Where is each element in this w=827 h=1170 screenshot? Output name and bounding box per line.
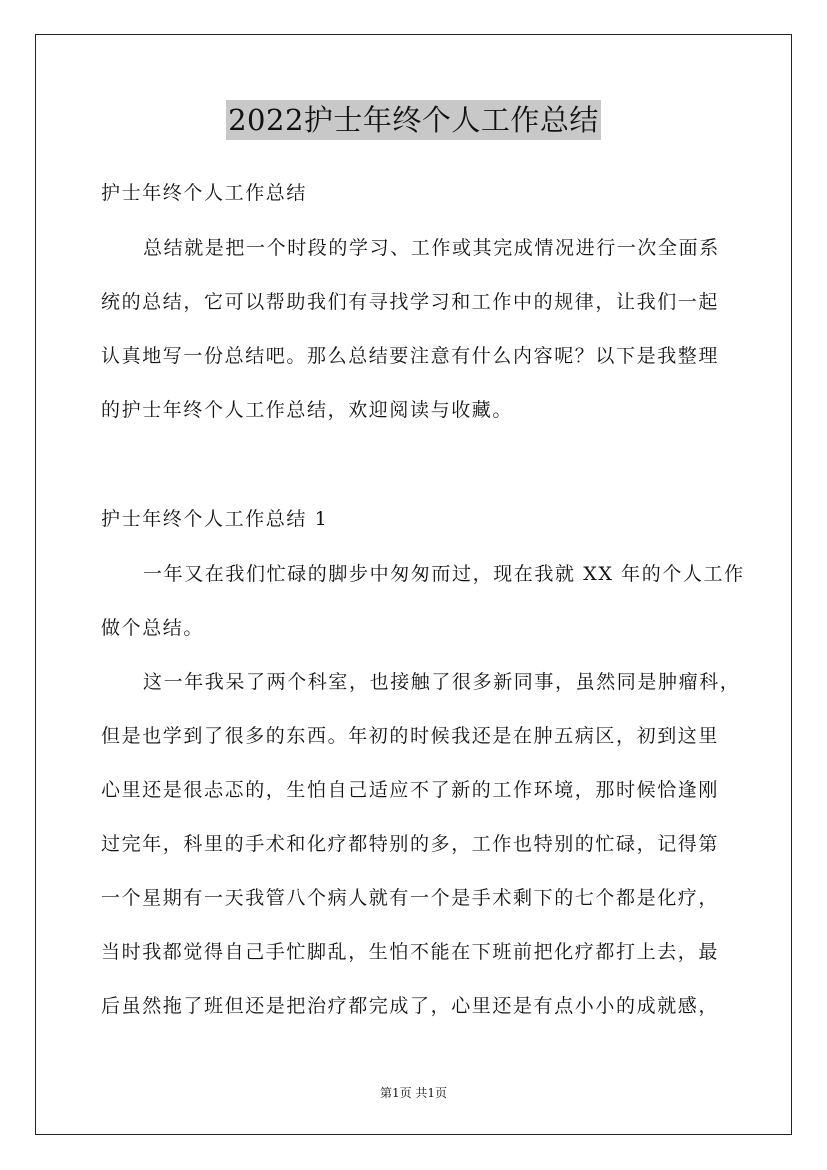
paragraph-line: 总结就是把一个时段的学习、工作或其完成情况进行一次全面系	[143, 237, 720, 259]
page-footer: 第1页 共1页	[379, 1086, 448, 1100]
paragraph-line: 统的总结，它可以帮助我们有寻找学习和工作中的规律，让我们一起	[101, 291, 720, 313]
paragraph-line: 当时我都觉得自己手忙脚乱，生怕不能在下班前把化疗都打上去，最	[101, 941, 720, 963]
paragraph-line: 后虽然拖了班但还是把治疗都完成了，心里还是有点小小的成就感，	[101, 995, 720, 1017]
paragraph-line: 但是也学到了很多的东西。年初的时候我还是在肿五病区，初到这里	[101, 725, 720, 747]
paragraph-line: 做个总结。	[101, 617, 205, 639]
paragraph-line: 认真地写一份总结吧。那么总结要注意有什么内容呢？以下是我整理	[101, 345, 720, 367]
paragraph-line: 心里还是很忐忑的，生怕自己适应不了新的工作环境，那时候恰逢刚	[101, 779, 720, 801]
paragraph-line: 的护士年终个人工作总结，欢迎阅读与收藏。	[101, 399, 514, 421]
paragraph-line: 一年又在我们忙碌的脚步中匆匆而过，现在我就 XX 年的个人工作	[143, 563, 745, 585]
section-heading: 护士年终个人工作总结	[101, 182, 308, 204]
paragraph-line: 一个星期有一天我管八个病人就有一个是手术剩下的七个都是化疗，	[101, 887, 720, 909]
document-title: 2022护士年终个人工作总结	[226, 100, 601, 140]
paragraph-line: 这一年我呆了两个科室，也接触了很多新同事，虽然同是肿瘤科，	[143, 671, 741, 693]
section-heading: 护士年终个人工作总结 1	[101, 508, 329, 530]
title-container	[0, 100, 827, 140]
paragraph-line: 过完年，科里的手术和化疗都特别的多，工作也特别的忙碌，记得第	[101, 833, 720, 855]
